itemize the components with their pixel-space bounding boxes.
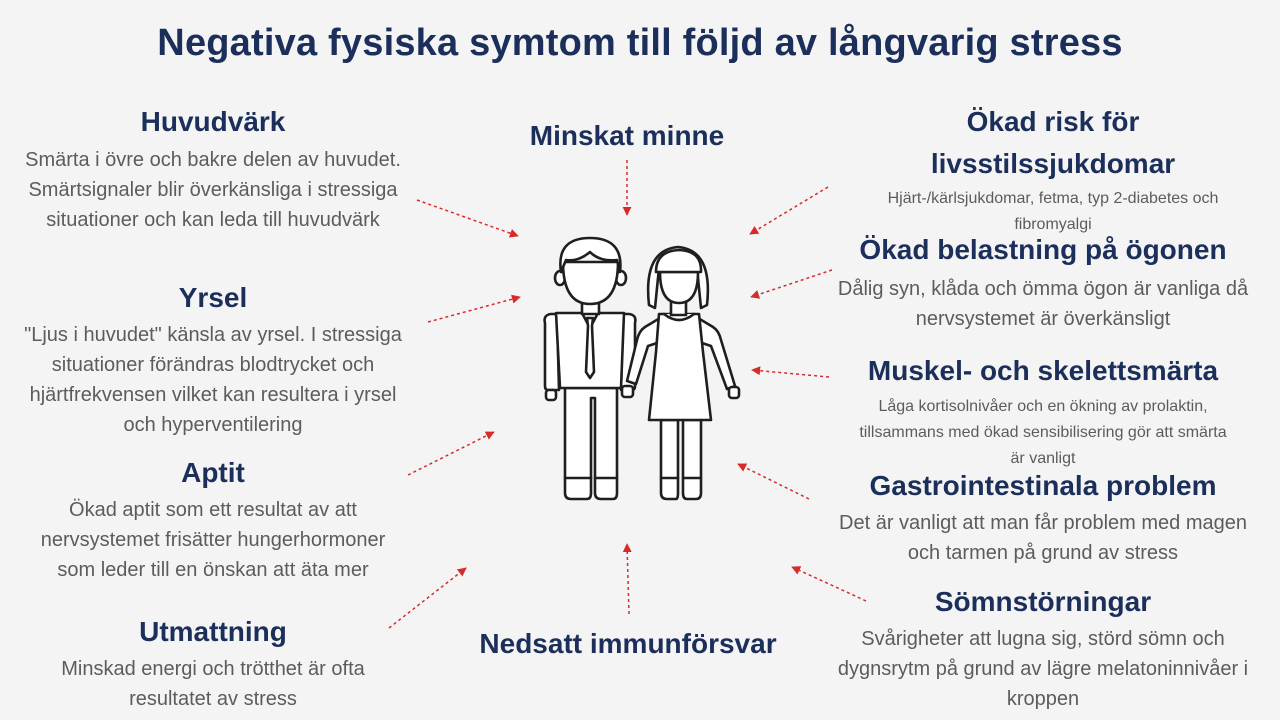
heading-minskat-minne: Minskat minne [529,120,725,151]
page-title: Negativa fysiska symtom till följd av långvarig stress [157,22,1123,64]
text-line: resultatet av stress [129,688,297,710]
text-line: Låga kortisolnivåer och en ökning av prolaktin, [878,398,1208,415]
text-line: och tarmen på grund av stress [907,542,1179,564]
heading-utmattning: Utmattning [139,616,287,647]
text-line: tillsammans med ökad sensibilisering gör att smärta [859,424,1227,441]
text-line: Ökad aptit som ett resultat av att [69,499,357,521]
text-line: hjärtfrekvensen vilket kan resultera i yrsel [29,384,397,406]
arrow-somn [792,567,866,601]
text-line: "Ljus i huvudet" känsla av yrsel. I stressiga [24,324,402,346]
text-line: nervsystemet frisätter hungerhormoner [40,529,386,551]
arrow-livsstilssjukdomar [750,187,828,234]
heading-gastro: Gastrointestinala problem [869,470,1217,501]
arrow-utmattning [389,568,466,628]
text-line: nervsystemet är överkänsligt [915,308,1171,330]
heading-huvudvark: Huvudvärk [140,106,286,137]
text-line: dygnsrytm på grund av lägre melatoninnivåer i [837,658,1249,680]
text-line: situationer förändras blodtrycket och [51,354,375,376]
text-line: och hyperventilering [123,414,303,436]
text-line: kroppen [1006,688,1080,710]
heading-line: livsstilssjukdomar [930,148,1176,179]
heading-nedsatt-immunforsvar: Nedsatt immunförsvar [479,628,777,659]
heading-muskel: Muskel- och skelettsmärta [867,355,1219,386]
heading-aptit: Aptit [181,457,245,488]
heading-ogon: Ökad belastning på ögonen [859,234,1227,265]
heading-line: Ökad risk för [966,106,1140,137]
text-line: fibromyalgi [1014,216,1092,233]
heading-yrsel: Yrsel [178,282,248,313]
man-figure [545,238,636,499]
text-line: Smärtsignaler blir överkänsliga i stressiga [28,179,398,201]
text-line: Svårigheter att lugna sig, störd sömn och [861,628,1225,650]
heading-somn: Sömnstörningar [934,586,1152,617]
text-line: är vanligt [1010,450,1076,467]
arrow-immunforsvar [627,544,629,614]
text-line: Dålig syn, klåda och ömma ögon är vanliga då [837,278,1249,300]
arrow-muskel [752,370,829,377]
arrow-huvudvark [417,200,518,236]
text-line: Det är vanligt att man får problem med magen [839,512,1247,534]
man-and-woman-holding-hands-icon [545,238,739,499]
text-line: situationer och kan leda till huvudvärk [46,209,380,231]
text-line: som leder till en önskan att äta mer [57,559,369,581]
text-line: Minskad energi och trötthet är ofta [61,658,365,680]
woman-figure [627,247,739,499]
arrow-yrsel [428,297,520,322]
arrow-ogon [751,270,832,297]
text-line: Smärta i övre och bakre delen av huvudet. [25,149,401,171]
text-line: Hjärt-/kärlsjukdomar, fetma, typ 2-diabetes och [887,190,1219,207]
arrow-gastro [738,464,809,499]
arrow-aptit [408,432,494,475]
